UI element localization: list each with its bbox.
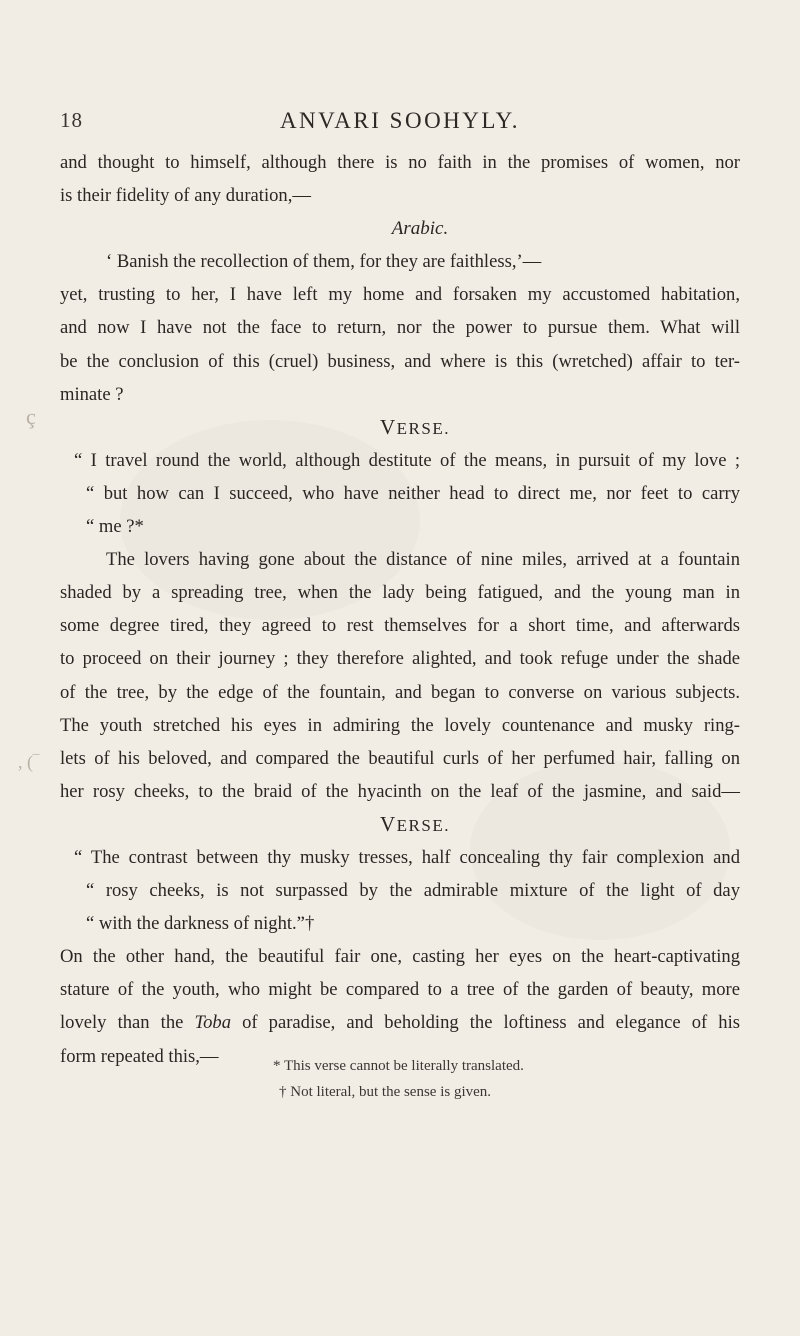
verse-line: “ rosy cheeks, is not surpassed by the admirable mixture of the light of day bbox=[86, 880, 740, 902]
text-line: On the other hand, the beautiful fair one, casting her eyes on the heart-captivating bbox=[60, 946, 740, 968]
heading-rest: ERSE. bbox=[396, 418, 450, 438]
heading-rest: ERSE. bbox=[396, 815, 450, 835]
text-line: lets of his beloved, and compared the beautiful curls of her perfumed hair, falling on bbox=[60, 747, 740, 769]
heading-initial: V bbox=[380, 811, 397, 836]
running-title: ANVARI SOOHYLY. bbox=[279, 108, 521, 133]
footnote: † Not literal, but the sense is given. bbox=[279, 1084, 492, 1100]
text-line: shaded by a spreading tree, when the lady being fatigued, and the young man in bbox=[60, 582, 740, 604]
section-heading-verse bbox=[60, 808, 740, 841]
verse-line: “ I travel round the world, although destitute of the means, in pursuit of my love ; bbox=[74, 449, 740, 471]
verse-line: “ with the darkness of night.”† bbox=[86, 913, 315, 935]
text-line: and thought to himself, although there is no faith in the promises of women, nor bbox=[60, 152, 740, 173]
section-heading-verse bbox=[60, 411, 740, 444]
text-line: yet, trusting to her, I have left my home and forsaken my accustomed habitation, bbox=[60, 284, 740, 306]
verse-line: “ but how can I succeed, who have neither head to direct me, nor feet to carry bbox=[86, 482, 740, 504]
section-heading-arabic: Arabic. bbox=[391, 218, 449, 240]
text-line: is their fidelity of any duration,— bbox=[60, 185, 311, 207]
margin-pencil-mark: ç bbox=[26, 404, 36, 429]
text-fragment: of paradise, and beholding the loftiness and elegance of his bbox=[242, 1012, 740, 1034]
footnote: * This verse cannot be literally translated. bbox=[273, 1058, 524, 1074]
text-line: The lovers having gone about the distance of nine miles, arrived at a fountain bbox=[106, 549, 740, 571]
page-header bbox=[60, 108, 740, 148]
quote-line: ‘ Banish the recollection of them, for they are faithless,’— bbox=[106, 251, 542, 273]
verse-line: “ me ?* bbox=[86, 516, 144, 538]
text-line: stature of the youth, who might be compared to a tree of the garden of beauty, more bbox=[60, 979, 740, 1001]
text-line-with-italic bbox=[60, 1006, 740, 1039]
heading-initial: V bbox=[380, 414, 397, 439]
footnotes bbox=[60, 1053, 740, 1105]
text-line: to proceed on their journey ; they therefore alighted, and took refuge under the shade bbox=[60, 648, 740, 670]
verse-line: “ The contrast between thy musky tresses, half concealing thy fair complexion and bbox=[74, 846, 740, 868]
text-line: and now I have not the face to return, nor the power to pursue them. What will bbox=[60, 317, 740, 339]
text-line: of the tree, by the edge of the fountain, and began to converse on various subjects. bbox=[60, 681, 740, 703]
body-text bbox=[60, 146, 740, 1073]
italic-word-toba: Toba bbox=[194, 1012, 232, 1034]
text-line: her rosy cheeks, to the braid of the hyacinth on the leaf of the jasmine, and said— bbox=[60, 780, 740, 802]
text-line: form repeated this,— bbox=[60, 1045, 219, 1067]
margin-pencil-mark: , (‾ bbox=[18, 752, 39, 772]
text-line: The youth stretched his eyes in admiring the lovely countenance and musky ring- bbox=[60, 714, 740, 736]
text-line: be the conclusion of this (cruel) business, and where is this (wretched) affair to ter- bbox=[60, 350, 740, 372]
text-fragment: lovely than the bbox=[60, 1012, 184, 1034]
text-line: minate ? bbox=[60, 383, 124, 405]
page-number: 18 bbox=[60, 108, 83, 132]
text-line: some degree tired, they agreed to rest themselves for a short time, and afterwards bbox=[60, 615, 740, 637]
